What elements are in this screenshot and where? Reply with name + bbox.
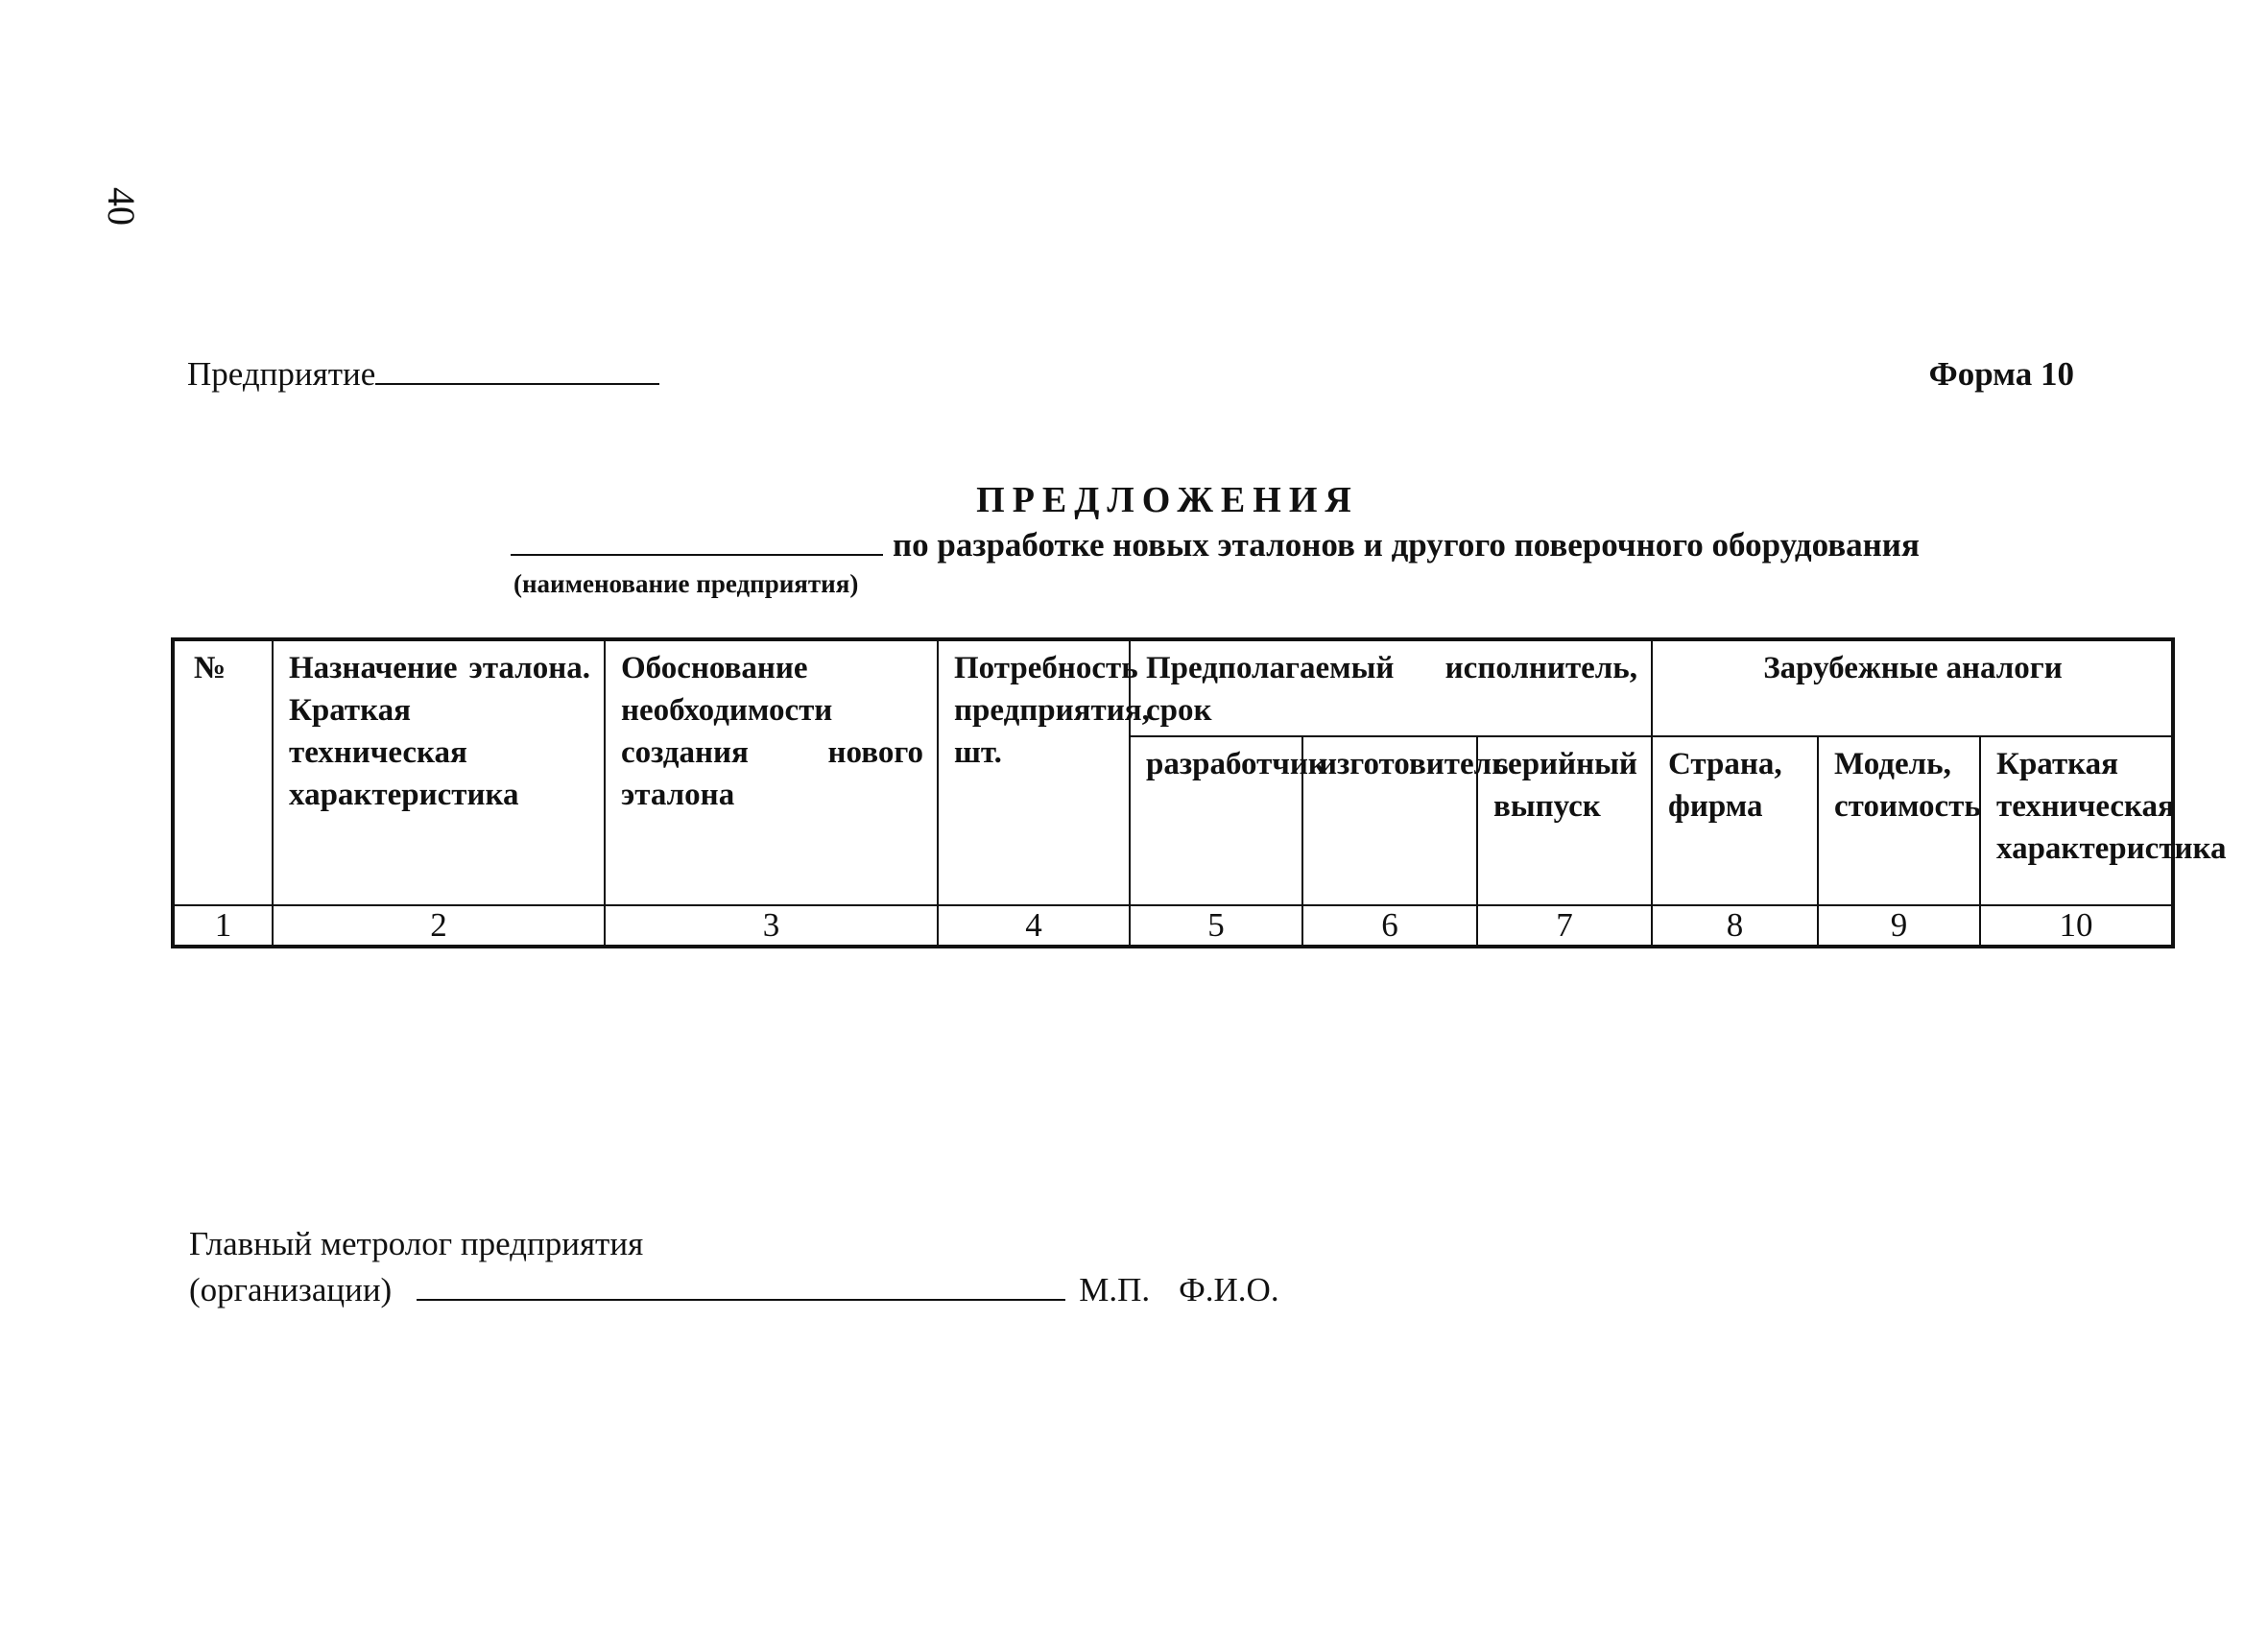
- table-header-row-1: [173, 639, 2173, 736]
- signature-line-row: [189, 1267, 1279, 1313]
- column-number-cell: 2: [273, 905, 605, 947]
- header-justification: Обоснование необходимости создания нового эталона: [605, 639, 938, 905]
- header-brief-characteristics: Краткая техническая характеристика: [1980, 736, 2173, 905]
- column-number-row: [173, 905, 2173, 947]
- header-manufacturer: изготовитель: [1302, 736, 1477, 905]
- column-number-cell: 9: [1818, 905, 1980, 947]
- proposals-table: [171, 637, 2227, 948]
- signature-org-label: (организации): [189, 1271, 393, 1308]
- signature-blank-line: [417, 1298, 1065, 1301]
- organization-blank-line: [511, 553, 883, 556]
- header-demand: Потребность предприятия, шт.: [938, 639, 1130, 905]
- header-group-foreign-analogs: Зарубежные аналоги: [1652, 639, 2173, 736]
- stamp-label: М.П.: [1079, 1271, 1151, 1308]
- header-serial-production: серийный выпуск: [1477, 736, 1652, 905]
- column-number-cell: 10: [1980, 905, 2173, 947]
- column-number-cell: 3: [605, 905, 938, 947]
- column-number-cell: 6: [1302, 905, 1477, 947]
- enterprise-blank-line: [375, 382, 659, 385]
- column-number-cell: 1: [173, 905, 273, 947]
- subtitle-row: [511, 521, 1920, 569]
- header-number: №: [173, 639, 273, 905]
- header-purpose: Назначение эталона. Краткая техническая характеристика: [273, 639, 605, 905]
- full-name-label: Ф.И.О.: [1179, 1271, 1279, 1308]
- column-number-cell: 7: [1477, 905, 1652, 947]
- document-subtitle: по разработке новых эталонов и другого поверочного оборудования: [893, 526, 1920, 564]
- column-number-cell: 8: [1652, 905, 1818, 947]
- enterprise-field: [187, 350, 659, 398]
- column-number-cell: 4: [938, 905, 1130, 947]
- header-developer: разработчик: [1130, 736, 1302, 905]
- signature-title: Главный метролог предприятия: [189, 1225, 644, 1262]
- column-number-cell: 5: [1130, 905, 1302, 947]
- enterprise-label: Предприятие: [187, 355, 376, 393]
- document-title: ПРЕДЛОЖЕНИЯ: [976, 480, 1359, 520]
- header-country-firm: Страна, фирма: [1652, 736, 1818, 905]
- header-group-executor: Предполагаемый исполнитель, срок: [1130, 639, 1652, 736]
- page-number: 40: [100, 187, 143, 226]
- organization-caption: (наименование предприятия): [513, 569, 859, 598]
- signature-block: [189, 1221, 1279, 1313]
- header-model-cost: Модель, стоимость: [1818, 736, 1980, 905]
- form-number: Форма 10: [1928, 355, 2074, 393]
